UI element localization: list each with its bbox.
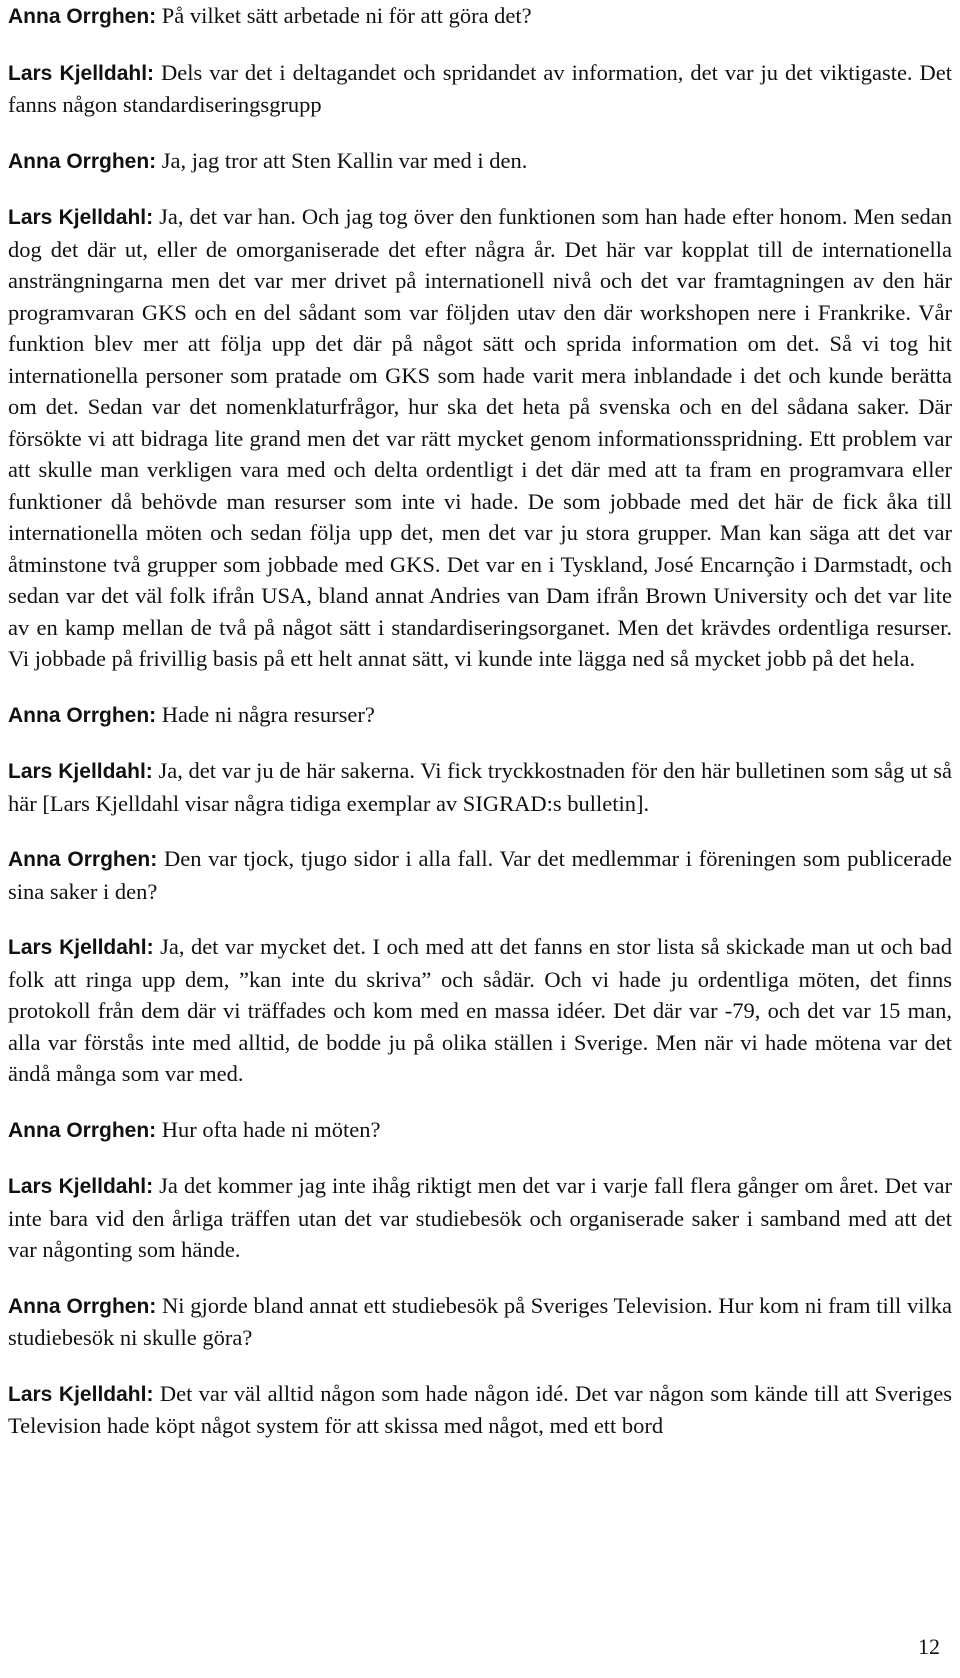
paragraph-text: Den var tjock, tjugo sidor i alla fall. Var det medlemmar i föreningen som publicerade sina saker i den? [8,846,953,904]
paragraph-text: Ja, det var mycket det. I och med att det fanns en stor lista så skickade man ut och bad folk att ringa upp dem, ”kan inte du skriva” och sådär. Och vi hade ju ordentliga möten, det finns protokoll från dem där vi träffades och kom med en massa idéer. Det där var -79, och det var 15 man, alla var förstås inte med alltid, de bodde ju på olika ställen i Sverige. Men när vi hade mötena var det ändå många som var med. [8,934,953,1086]
paragraph-text: Ni gjorde bland annat ett studiebesök på Sveriges Television. Hur kom ni fram till vilka studiebesök ni skulle göra? [8,1292,952,1350]
paragraph-text: Ja, det var ju de här sakerna. Vi fick tryckkostnaden för den här bulletinen som såg ut så här [Lars Kjelldahl visar några tidiga exemplar av SIGRAD:s bulletin]. [8,758,953,816]
speaker-name: Anna Orrghen: [8,149,157,173]
speaker-name: Lars Kjelldahl: [8,61,155,85]
speaker-name: Lars Kjelldahl: [8,1175,154,1198]
paragraph-text: Hur ofta hade ni möten? [161,1116,381,1142]
dialogue-paragraph [8,755,952,819]
dialogue-paragraph [8,145,952,178]
dialogue-paragraph [8,57,952,121]
speaker-name: Lars Kjelldahl: [8,760,153,783]
speaker-name: Anna Orrghen: [8,1118,157,1142]
dialogue-paragraph [8,843,952,907]
dialogue-paragraph [8,1378,952,1442]
dialogue-paragraph [8,1114,952,1147]
speaker-name: Anna Orrghen: [8,703,157,727]
paragraph-text: Ja, jag tror att Sten Kallin var med i den. [161,147,528,173]
page-number: 12 [918,1634,940,1659]
speaker-name: Lars Kjelldahl: [8,936,154,959]
paragraph-text: Ja det kommer jag inte ihåg riktigt men det var i varje fall flera gånger om året. Det var inte bara vid den årliga träffen utan det var studiebesök och organiserade saker i samband med att det var någonting som hände. [8,1173,952,1262]
speaker-name: Lars Kjelldahl: [8,206,154,229]
speaker-name: Anna Orrghen: [8,1294,157,1318]
speaker-name: Lars Kjelldahl: [8,1382,154,1406]
dialogue-paragraph [8,699,952,732]
paragraph-text: Dels var det i deltagandet och spridandet av information, det var ju det viktigaste. Det fanns någon standardiseringsgrupp [8,59,953,117]
speaker-name: Anna Orrghen: [8,848,158,871]
dialogue-paragraph [8,931,952,1090]
dialogue-paragraph [8,1290,952,1354]
paragraph-text: Det var väl alltid någon som hade någon idé. Det var någon som kände till att Sveriges Television hade köpt något system för att skissa med något, med ett bord [8,1380,953,1438]
document-page [8,0,952,1466]
paragraph-text: Hade ni några resurser? [161,701,375,727]
dialogue-paragraph [8,1170,952,1266]
dialogue-paragraph [8,201,952,675]
speaker-name: Anna Orrghen: [8,5,157,28]
dialogue-paragraph [8,0,952,33]
paragraph-text: Ja, det var han. Och jag tog över den funktionen som han hade efter honom. Men sedan dog det där ut, eller de omorganiserade det efter några år. Det här var kopplat till de internationella ansträngningarna men det var mer drivet på internationell nivå och det var framtagningen av den här programvaran GKS och en del sådant som var följden utav den där workshopen nere i Frankrike. Vår funktion blev mer att följa upp det där på något sätt och sprida information om det. Så vi tog hit internationella personer som pratade om GKS som hade varit mera inblandade i det och kunde berätta om det. Sedan var det nomenklaturfrågor, hur ska det heta på svenska och en del sådana saker. Där försökte vi att bidraga lite grand men det var rätt mycket genom informationsspridning. Ett problem var att skulle man verkligen vara med och delta ordentligt i det där med att ta fram en programvara eller funktioner då behövde man resurser som inte vi hade. De som jobbade med det här de fick åka till internationella möten och sedan följa upp det, men det var ju stora grupper. Man kan säga att det var åtminstone två grupper som jobbade med GKS. Det var en i Tyskland, José Encarnção i Darmstadt, och sedan var det väl folk ifrån USA, bland annat Andries van Dam ifrån Brown University och det var lite av en kamp mellan de två på något sätt i standardiseringsorganet. Men det krävdes ordentliga resurser. Vi jobbade på frivillig basis på ett helt annat sätt, vi kunde inte lägga ned så mycket jobb på det hela. [8,204,952,671]
paragraph-text: På vilket sätt arbetade ni för att göra det? [161,3,532,28]
